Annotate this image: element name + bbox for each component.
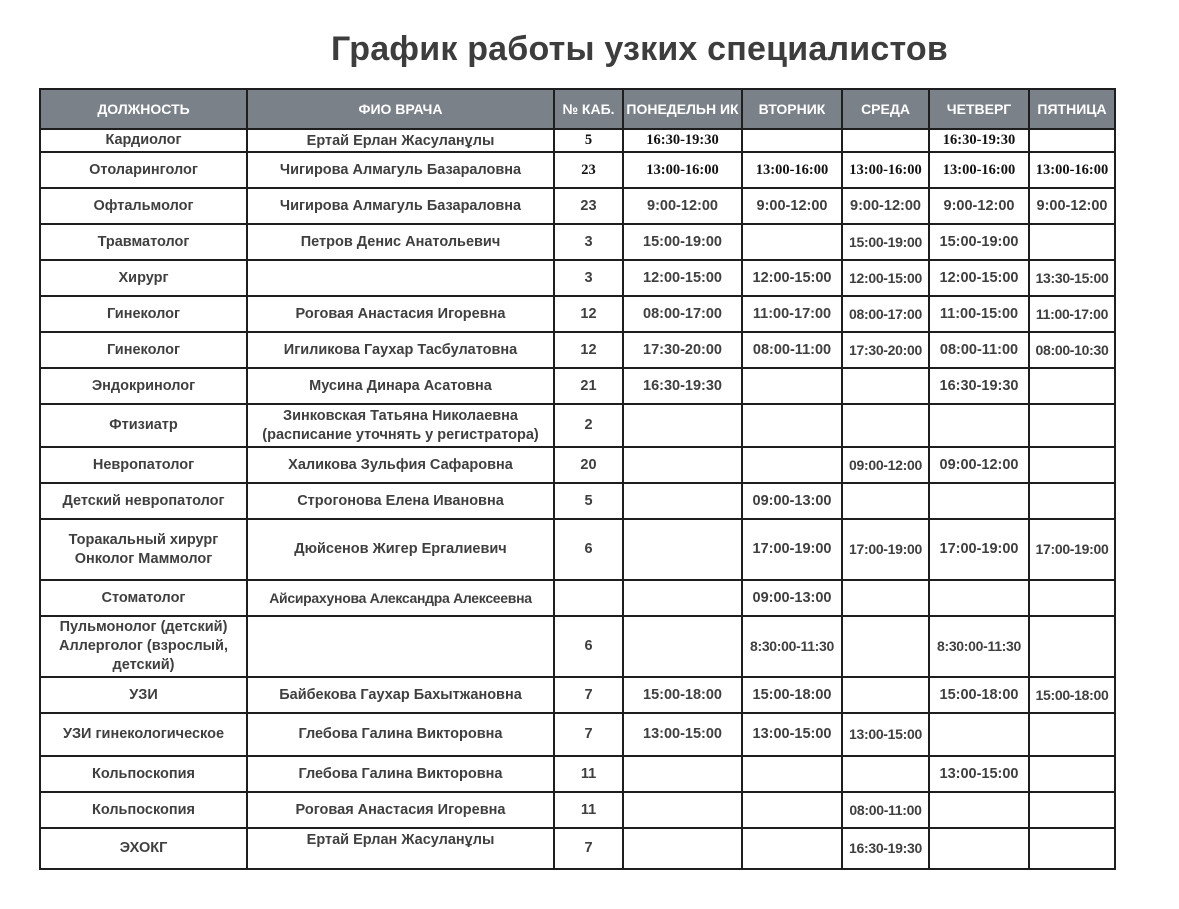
cell-wednesday: 17:30-20:00	[842, 332, 929, 368]
cell-tuesday: 13:00-15:00	[742, 713, 842, 756]
cell-monday	[623, 828, 742, 869]
table-row	[40, 519, 1115, 580]
cell-thursday: 13:00-16:00	[929, 152, 1029, 188]
cell-room: 7	[554, 677, 623, 713]
cell-doctor: Роговая Анастасия Игоревна	[247, 296, 554, 332]
cell-position: Невропатолог	[40, 447, 247, 483]
cell-room: 6	[554, 616, 623, 677]
cell-friday	[1029, 447, 1115, 483]
cell-doctor: Айсирахунова Александра Алексеевна	[247, 580, 554, 616]
table-row	[40, 260, 1115, 296]
cell-position: Фтизиатр	[40, 404, 247, 447]
column-header-friday: ПЯТНИЦА	[1029, 89, 1115, 129]
cell-position: Стоматолог	[40, 580, 247, 616]
cell-doctor: Петров Денис Анатольевич	[247, 224, 554, 260]
cell-monday: 13:00-15:00	[623, 713, 742, 756]
cell-thursday	[929, 404, 1029, 447]
cell-thursday: 8:30:00-11:30	[929, 616, 1029, 677]
cell-thursday: 15:00-18:00	[929, 677, 1029, 713]
cell-tuesday	[742, 224, 842, 260]
cell-wednesday: 15:00-19:00	[842, 224, 929, 260]
cell-friday	[1029, 404, 1115, 447]
cell-room: 7	[554, 713, 623, 756]
cell-doctor: Игиликова Гаухар Тасбулатовна	[247, 332, 554, 368]
cell-friday: 13:30-15:00	[1029, 260, 1115, 296]
cell-friday	[1029, 792, 1115, 828]
table-row	[40, 368, 1115, 404]
cell-doctor: Халикова Зульфия Сафаровна	[247, 447, 554, 483]
cell-thursday	[929, 713, 1029, 756]
cell-friday: 08:00-10:30	[1029, 332, 1115, 368]
cell-wednesday	[842, 756, 929, 792]
cell-position: Гинеколог	[40, 296, 247, 332]
cell-monday	[623, 447, 742, 483]
cell-thursday	[929, 828, 1029, 869]
cell-doctor: Ертай Ерлан Жасуланұлы	[247, 828, 554, 869]
cell-tuesday	[742, 828, 842, 869]
cell-monday: 12:00-15:00	[623, 260, 742, 296]
cell-position: Отоларинголог	[40, 152, 247, 188]
cell-wednesday: 08:00-11:00	[842, 792, 929, 828]
table-row	[40, 188, 1115, 224]
cell-wednesday: 17:00-19:00	[842, 519, 929, 580]
table-row	[40, 447, 1115, 483]
cell-room: 23	[554, 152, 623, 188]
cell-position: УЗИ гинекологическое	[40, 713, 247, 756]
cell-thursday: 15:00-19:00	[929, 224, 1029, 260]
cell-position: Кольпоскопия	[40, 792, 247, 828]
cell-monday: 16:30-19:30	[623, 129, 742, 152]
cell-thursday	[929, 792, 1029, 828]
cell-doctor: Чигирова Алмагуль Базараловна	[247, 152, 554, 188]
table-row	[40, 224, 1115, 260]
cell-tuesday	[742, 447, 842, 483]
cell-doctor: Зинковская Татьяна Николаевна (расписание уточнять у регистратора)	[247, 404, 554, 447]
cell-friday	[1029, 713, 1115, 756]
column-header-position: ДОЛЖНОСТЬ	[40, 89, 247, 129]
cell-monday	[623, 404, 742, 447]
cell-wednesday	[842, 677, 929, 713]
cell-position: Кольпоскопия	[40, 756, 247, 792]
table-row	[40, 713, 1115, 756]
table-row	[40, 828, 1115, 869]
cell-doctor: Байбекова Гаухар Бахытжановна	[247, 677, 554, 713]
cell-position: Детский невропатолог	[40, 483, 247, 519]
table-row	[40, 296, 1115, 332]
cell-monday: 13:00-16:00	[623, 152, 742, 188]
cell-tuesday: 12:00-15:00	[742, 260, 842, 296]
cell-tuesday: 11:00-17:00	[742, 296, 842, 332]
cell-position: Пульмонолог (детский) Аллерголог (взрослый, детский)	[40, 616, 247, 677]
cell-position: Офтальмолог	[40, 188, 247, 224]
cell-room: 12	[554, 332, 623, 368]
cell-tuesday: 13:00-16:00	[742, 152, 842, 188]
column-header-wednesday: СРЕДА	[842, 89, 929, 129]
cell-position: УЗИ	[40, 677, 247, 713]
cell-tuesday	[742, 404, 842, 447]
cell-doctor	[247, 616, 554, 677]
cell-friday	[1029, 129, 1115, 152]
cell-monday	[623, 616, 742, 677]
table-row	[40, 152, 1115, 188]
table-row	[40, 616, 1115, 677]
cell-room	[554, 580, 623, 616]
cell-tuesday	[742, 792, 842, 828]
cell-friday	[1029, 828, 1115, 869]
cell-position: Кардиолог	[40, 129, 247, 152]
cell-thursday: 16:30-19:30	[929, 129, 1029, 152]
cell-doctor	[247, 260, 554, 296]
cell-monday	[623, 483, 742, 519]
cell-friday	[1029, 483, 1115, 519]
cell-wednesday: 12:00-15:00	[842, 260, 929, 296]
table-row	[40, 332, 1115, 368]
cell-room: 2	[554, 404, 623, 447]
cell-room: 23	[554, 188, 623, 224]
cell-room: 6	[554, 519, 623, 580]
cell-doctor: Глебова Галина Викторовна	[247, 756, 554, 792]
column-header-tuesday: ВТОРНИК	[742, 89, 842, 129]
cell-friday	[1029, 756, 1115, 792]
page-title: График работы узких специалистов	[331, 30, 948, 68]
cell-wednesday	[842, 483, 929, 519]
cell-wednesday: 16:30-19:30	[842, 828, 929, 869]
cell-thursday: 12:00-15:00	[929, 260, 1029, 296]
cell-wednesday	[842, 404, 929, 447]
cell-room: 5	[554, 129, 623, 152]
cell-friday: 17:00-19:00	[1029, 519, 1115, 580]
cell-room: 11	[554, 792, 623, 828]
cell-doctor: Ертай Ерлан Жасуланұлы	[247, 129, 554, 152]
cell-position: Гинеколог	[40, 332, 247, 368]
cell-room: 11	[554, 756, 623, 792]
table-row	[40, 404, 1115, 447]
cell-position: ЭХОКГ	[40, 828, 247, 869]
cell-monday: 16:30-19:30	[623, 368, 742, 404]
cell-monday: 15:00-19:00	[623, 224, 742, 260]
table-row	[40, 756, 1115, 792]
table-row	[40, 677, 1115, 713]
cell-thursday: 09:00-12:00	[929, 447, 1029, 483]
cell-monday	[623, 792, 742, 828]
cell-thursday: 11:00-15:00	[929, 296, 1029, 332]
cell-friday: 13:00-16:00	[1029, 152, 1115, 188]
cell-friday: 11:00-17:00	[1029, 296, 1115, 332]
cell-wednesday	[842, 580, 929, 616]
cell-position: Эндокринолог	[40, 368, 247, 404]
cell-tuesday: 9:00-12:00	[742, 188, 842, 224]
cell-doctor: Чигирова Алмагуль Базараловна	[247, 188, 554, 224]
cell-wednesday	[842, 368, 929, 404]
header-row	[40, 89, 1115, 129]
cell-room: 12	[554, 296, 623, 332]
cell-thursday: 17:00-19:00	[929, 519, 1029, 580]
column-header-monday: ПОНЕДЕЛЬН ИК	[623, 89, 742, 129]
cell-friday: 15:00-18:00	[1029, 677, 1115, 713]
cell-thursday	[929, 483, 1029, 519]
cell-monday: 17:30-20:00	[623, 332, 742, 368]
cell-thursday: 08:00-11:00	[929, 332, 1029, 368]
cell-tuesday: 09:00-13:00	[742, 483, 842, 519]
cell-monday	[623, 519, 742, 580]
cell-thursday: 9:00-12:00	[929, 188, 1029, 224]
cell-wednesday	[842, 616, 929, 677]
cell-friday	[1029, 368, 1115, 404]
cell-wednesday	[842, 129, 929, 152]
cell-monday: 15:00-18:00	[623, 677, 742, 713]
cell-room: 3	[554, 260, 623, 296]
cell-position: Травматолог	[40, 224, 247, 260]
schedule-table	[39, 88, 1116, 870]
cell-wednesday: 08:00-17:00	[842, 296, 929, 332]
cell-position: Торакальный хирург Онколог Маммолог	[40, 519, 247, 580]
cell-doctor: Глебова Галина Викторовна	[247, 713, 554, 756]
cell-wednesday: 09:00-12:00	[842, 447, 929, 483]
cell-thursday: 16:30-19:30	[929, 368, 1029, 404]
cell-tuesday	[742, 756, 842, 792]
cell-room: 3	[554, 224, 623, 260]
cell-tuesday: 09:00-13:00	[742, 580, 842, 616]
column-header-room: № КАБ.	[554, 89, 623, 129]
cell-tuesday: 08:00-11:00	[742, 332, 842, 368]
cell-monday	[623, 580, 742, 616]
cell-thursday	[929, 580, 1029, 616]
cell-room: 21	[554, 368, 623, 404]
cell-tuesday	[742, 129, 842, 152]
cell-wednesday: 13:00-16:00	[842, 152, 929, 188]
cell-position: Хирург	[40, 260, 247, 296]
cell-doctor: Дюйсенов Жигер Ергалиевич	[247, 519, 554, 580]
column-header-thursday: ЧЕТВЕРГ	[929, 89, 1029, 129]
cell-tuesday: 17:00-19:00	[742, 519, 842, 580]
cell-thursday: 13:00-15:00	[929, 756, 1029, 792]
cell-doctor: Строгонова Елена Ивановна	[247, 483, 554, 519]
cell-tuesday	[742, 368, 842, 404]
cell-friday	[1029, 580, 1115, 616]
table-row	[40, 483, 1115, 519]
cell-room: 7	[554, 828, 623, 869]
cell-friday	[1029, 616, 1115, 677]
table-row	[40, 580, 1115, 616]
cell-doctor: Роговая Анастасия Игоревна	[247, 792, 554, 828]
cell-friday: 9:00-12:00	[1029, 188, 1115, 224]
cell-monday: 08:00-17:00	[623, 296, 742, 332]
column-header-doctor: ФИО ВРАЧА	[247, 89, 554, 129]
cell-monday	[623, 756, 742, 792]
cell-tuesday: 8:30:00-11:30	[742, 616, 842, 677]
table-row	[40, 792, 1115, 828]
cell-wednesday: 9:00-12:00	[842, 188, 929, 224]
cell-room: 5	[554, 483, 623, 519]
cell-doctor: Мусина Динара Асатовна	[247, 368, 554, 404]
cell-tuesday: 15:00-18:00	[742, 677, 842, 713]
cell-wednesday: 13:00-15:00	[842, 713, 929, 756]
cell-monday: 9:00-12:00	[623, 188, 742, 224]
cell-friday	[1029, 224, 1115, 260]
table-row	[40, 129, 1115, 152]
cell-room: 20	[554, 447, 623, 483]
